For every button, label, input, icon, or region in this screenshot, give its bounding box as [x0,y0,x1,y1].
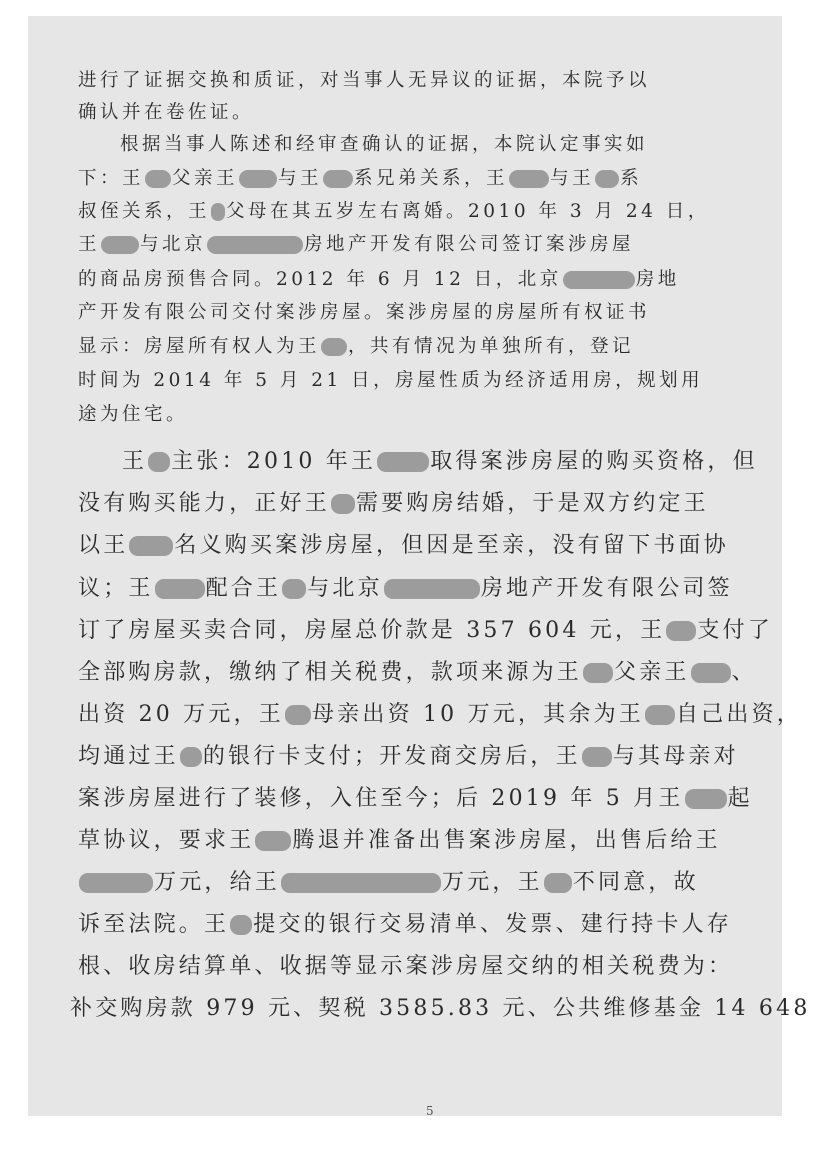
text-line [78,949,733,980]
text-line [78,265,680,291]
redaction-mark [207,236,303,254]
text-segment: 自己出资， [675,702,802,727]
redaction-mark [645,705,675,726]
text-segment: 的商品房预售合同。2012 年 6 月 12 日，北京 [78,269,562,290]
text-line [78,230,634,256]
text-segment: 需要购房结婚，于是双方约定王 [356,491,709,516]
redaction-mark [384,579,480,600]
redaction-mark [595,170,619,188]
text-segment: 补交购房款 979 元、契税 3585.83 元、公共维修基金 14 648 [70,996,811,1021]
document-page [28,16,811,1118]
redaction-mark [666,621,696,642]
text-segment: 母亲出资 10 万元，其余为王 [311,702,644,727]
redaction-mark [282,579,306,600]
redaction-mark [255,831,291,852]
text-line [78,571,733,602]
text-segment: 系 [620,168,643,189]
redaction-mark [685,789,727,810]
text-segment: 不同意，故 [572,870,699,895]
text-line [78,781,753,812]
text-segment: 叔侄关系，王 [78,201,211,222]
text-segment: 万元，给王 [154,870,281,895]
text-line [78,823,721,854]
text-line [78,613,773,644]
text-line [78,739,739,770]
redaction-mark [582,747,612,768]
text-segment: 主张：2010 年王 [171,449,377,474]
text-line [78,865,699,896]
redaction-mark [129,536,173,557]
text-line [78,400,188,426]
text-segment: 与其母亲对 [612,744,739,769]
redaction-mark [239,170,277,188]
text-segment: 取得案涉房屋的购买资格，但 [430,449,758,474]
text-segment: 与王 [278,168,323,189]
text-line [78,528,729,559]
text-line [78,697,802,728]
redaction-mark [211,203,225,221]
redaction-mark [331,494,355,515]
text-segment: 与王 [550,168,595,189]
text-segment: 案涉房屋进行了装修，入住至今；后 2019 年 5 月王 [78,786,684,811]
text-segment: 与北京 [307,576,383,601]
text-segment: 名义购买案涉房屋，但因是至亲，没有留下书面协 [174,533,729,558]
text-segment: 王 [122,449,148,474]
text-segment: 房地 [635,269,680,290]
text-segment: 配合王 [205,576,282,601]
redaction-mark [79,873,153,894]
text-line [78,332,634,358]
text-segment: 根据当事人陈述和经审查确认的证据，本院认定事实如 [120,134,649,155]
page-number: 5 [426,1104,434,1118]
redaction-mark [285,705,311,726]
redaction-mark [509,170,549,188]
text-segment: 王 [78,234,101,255]
text-line [78,298,650,324]
redaction-mark [281,873,441,894]
text-segment: 产开发有限公司交付案涉房屋。案涉房屋的房屋所有权证书 [78,302,651,323]
text-segment: 根、收房结算单、收据等显示案涉房屋交纳的相关税费为： [78,954,734,979]
text-segment: 进行了证据交换和质证，对当事人无异议的证据，本院予以 [78,70,651,91]
redaction-mark [145,170,171,188]
redaction-mark [180,747,202,768]
text-segment: 父母在其五岁左右离婚。2010 年 3 月 24 日， [226,201,710,222]
text-segment: 提交的银行交易清单、发票、建行持卡人存 [253,912,733,937]
text-segment: 腾退并准备出售案涉房屋，出售后给王 [292,828,721,853]
text-segment: 确认并在卷佐证。 [78,102,255,123]
text-segment: 均通过王 [78,744,179,769]
redaction-mark [323,170,353,188]
redaction-mark [155,579,205,600]
redaction-mark [691,663,731,684]
text-line [78,164,642,190]
text-line [120,130,648,156]
text-segment: 房地产开发有限公司签 [480,576,733,601]
text-segment: 支付了 [697,618,773,643]
text-segment: 与北京 [140,234,207,255]
redaction-mark [148,452,170,473]
text-segment: 、 [731,660,757,685]
text-segment: ，共有情况为单独所有，登记 [348,336,635,357]
redaction-mark [544,873,572,894]
text-segment: 万元，王 [442,870,543,895]
text-line [78,907,732,938]
text-segment: 订了房屋买卖合同，房屋总价款是 357 604 元，王 [78,618,666,643]
text-segment: 起 [727,786,753,811]
text-line [78,66,650,92]
text-segment: 诉至法院。王 [78,912,230,937]
redaction-mark [321,338,347,356]
text-segment: 以王 [78,533,129,558]
redaction-mark [377,452,429,473]
text-segment: 显示：房屋所有权人为王 [78,336,321,357]
redaction-mark [563,271,635,289]
text-line [78,655,757,686]
text-segment: 途为住宅。 [78,404,189,425]
text-segment: 父亲王 [614,660,690,685]
text-segment: 没有购买能力，正好王 [78,491,331,516]
text-line [70,991,811,1022]
text-line [78,98,254,124]
text-line [78,197,710,223]
text-line [122,444,758,475]
text-segment: 议；王 [78,576,154,601]
redaction-mark [101,236,139,254]
text-segment: 的银行卡支付；开发商交房后，王 [202,744,581,769]
text-segment: 父亲王 [172,168,239,189]
redaction-mark [583,663,613,684]
redaction-mark [230,915,252,936]
text-segment: 下：王 [78,168,145,189]
text-segment: 全部购房款，缴纳了相关税费，款项来源为王 [78,660,583,685]
text-segment: 系兄弟关系，王 [354,168,509,189]
text-segment: 时间为 2014 年 5 月 21 日，房屋性质为经济适用房，规划用 [78,370,704,391]
text-segment: 草协议，要求王 [78,828,255,853]
text-line [78,486,709,517]
text-segment: 房地产开发有限公司签订案涉房屋 [304,234,635,255]
text-line [78,366,703,392]
text-segment: 出资 20 万元，王 [78,702,284,727]
